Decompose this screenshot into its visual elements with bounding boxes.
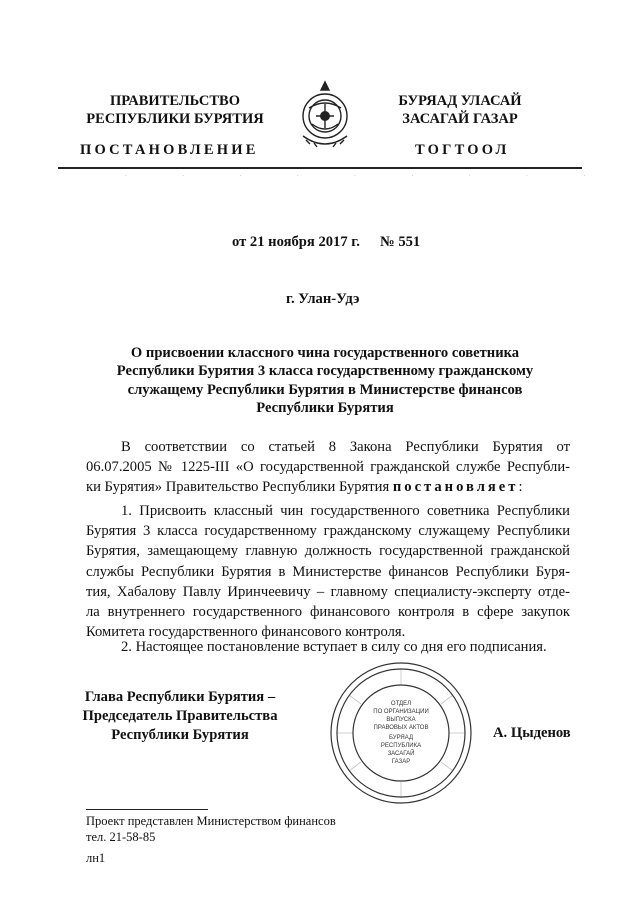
- footer-code: лн1: [86, 851, 106, 865]
- preamble: [86, 437, 570, 498]
- signature-line: Глава Республики Бурятия –: [84, 689, 276, 705]
- header-right-line1: БУРЯАД УЛАСАЙ: [398, 93, 522, 109]
- signatory-name: А. Цыденов: [493, 725, 571, 741]
- header-right-line2: ЗАСАГАЙ ГАЗАР: [402, 111, 518, 127]
- stamp-line: БУРЯАД: [388, 735, 414, 741]
- item-1-last-line: Комитета государственного финансового контроля.: [86, 624, 406, 641]
- header-dots: . . . . . . . . .: [125, 172, 585, 178]
- item-1-line: Бурятия, замещающему главную должность государственной гражданской: [86, 543, 570, 560]
- header-rule: [58, 167, 582, 169]
- stamp-line: РЕСПУБЛИКА: [380, 743, 422, 749]
- signature-line: Председатель Правительства: [82, 708, 278, 724]
- stamp-line: ВЫПУСКА: [386, 717, 416, 723]
- item-2: 2. Настоящее постановление вступает в силу со дня его подписания.: [121, 639, 547, 655]
- header-left-line2: РЕСПУБЛИКИ БУРЯТИЯ: [86, 111, 264, 127]
- title-line: Республики Бурятия: [256, 399, 394, 416]
- footer-rule: [86, 809, 208, 810]
- preamble-line: В соответствии со статьей 8 Закона Республики Бурятия от: [121, 439, 570, 455]
- item-1: [86, 501, 570, 642]
- item-1-line: ла внутреннего государственного финансового контроля в сфере закупок: [86, 604, 570, 621]
- signature-title: [75, 688, 285, 745]
- header-left-line1: ПРАВИТЕЛЬСТВО: [110, 93, 240, 109]
- stamp-line: ПРАВОВЫХ АКТОВ: [373, 725, 429, 731]
- official-stamp: [328, 660, 474, 806]
- preamble-last-text: ки Бурятия» Правительство Республики Бурятия: [86, 479, 390, 496]
- coat-of-arms-emblem: [296, 78, 354, 150]
- document-number: № 551: [380, 234, 421, 250]
- stamp-line: ПО ОРГАНИЗАЦИИ: [373, 709, 429, 715]
- stamp-line: ГАЗАР: [391, 759, 411, 765]
- footer-phone: тел. 21-58-85: [86, 830, 156, 844]
- document-city: г. Улан-Удэ: [286, 291, 360, 307]
- title-line: Республики Бурятия 3 класса государственному гражданскому: [116, 363, 534, 380]
- stamp-line: ЗАСАГАЙ: [387, 751, 415, 757]
- preamble-colon: :: [518, 479, 523, 496]
- document-date: от 21 ноября 2017 г.: [232, 234, 360, 250]
- title-line: О присвоении классного чина государственного советника: [130, 345, 520, 361]
- doc-type-left: ПОСТАНОВЛЕНИЕ: [80, 142, 259, 158]
- preamble-keyword: постановляет: [392, 479, 519, 496]
- document-title: [80, 344, 570, 417]
- signature-line: Республики Бурятия: [111, 727, 249, 743]
- preamble-last-line: [86, 477, 570, 497]
- title-line: служащему Республики Бурятия в Министерстве финансов: [127, 381, 523, 398]
- doc-type-right: ТОГТООЛ: [415, 142, 510, 158]
- item-1-line: Бурятия 3 класса государственному гражданскому служащему Республики: [86, 523, 570, 540]
- stamp-line: ОТДЕЛ: [390, 701, 412, 707]
- item-1-line: тия, Хабалову Павлу Иринчеевичу – главному специалисту-эксперту отде-: [86, 583, 570, 600]
- footer-prepared-by: Проект представлен Министерством финансов: [86, 814, 336, 828]
- preamble-line: 06.07.2005 № 1225-III «О государственной гражданской службе Республи-: [86, 459, 570, 476]
- item-1-line: 1. Присвоить классный чин государственного советника Республики: [121, 503, 570, 519]
- item-1-line: службы Республики Бурятия в Министерстве финансов Республики Буря-: [86, 563, 570, 580]
